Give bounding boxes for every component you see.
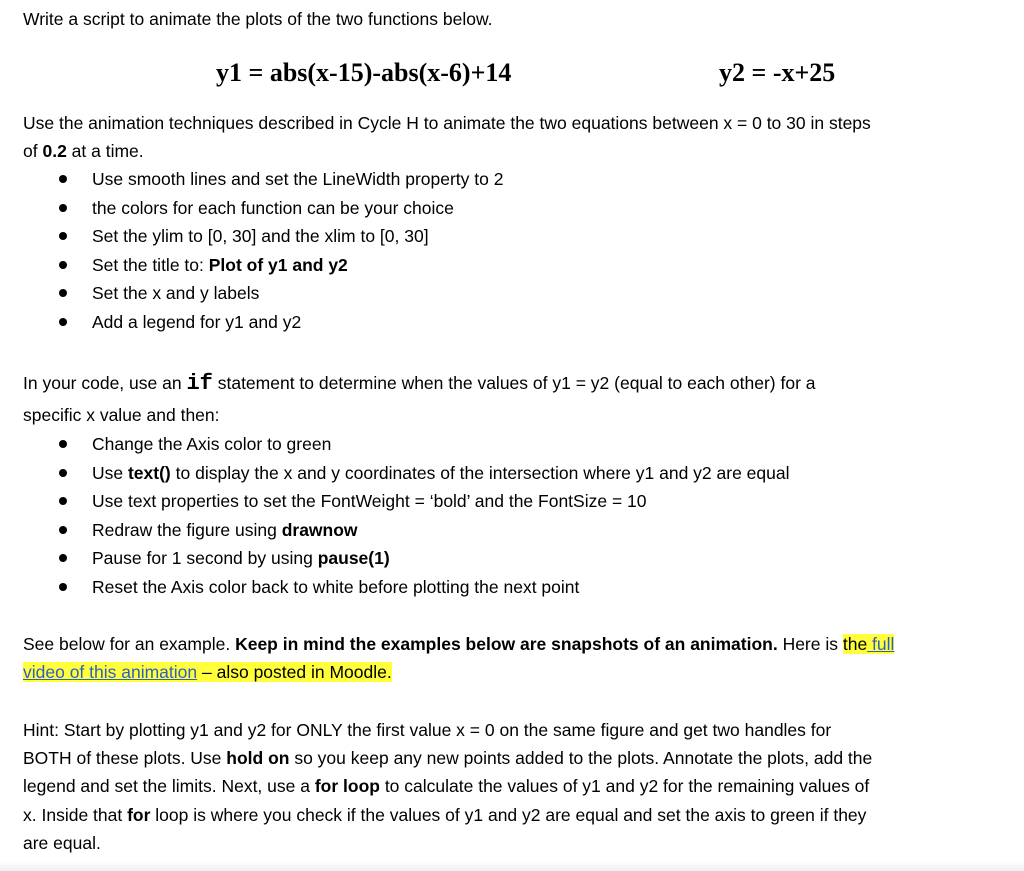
example-paragraph-line2: video of this animation – also posted in Moodle. — [23, 662, 392, 682]
bullet-icon — [59, 526, 67, 534]
if-keyword: if — [186, 371, 213, 396]
bullet-icon — [59, 554, 67, 562]
animation-video-link-part2[interactable]: video of this animation — [23, 662, 198, 682]
intro-text: Write a script to animate the plots of the two functions below. — [23, 9, 493, 29]
animation-video-link-part1[interactable]: full — [867, 634, 895, 654]
if-statement-paragraph-line2: specific x value and then: — [23, 405, 220, 425]
bullet-icon — [59, 583, 67, 591]
bullet-icon — [59, 318, 67, 326]
animation-instructions-line1: Use the animation techniques described in Cycle H to animate the two equations between x = 0 to 30 in steps — [23, 113, 871, 133]
bullet-icon — [59, 289, 67, 297]
bullet-icon — [59, 440, 67, 448]
hint-line5: are equal. — [23, 833, 101, 853]
assignment-page: Write a script to animate the plots of the two functions below. y1 = abs(x-15)-abs(x-6)+14 y2 = -x+25 Use the animation techniques described in Cycle H to animate the two equations between x = 0 to 30 in steps of 0.2 at a time. Use smooth lines and set the LineWidth property to 2 the colors for each function can be your choice Set the ylim to [0, 30] and the xlim to [0, 30] Set the title to: Plot of y1 and y2 Set the x and y labels Add a legend for y1 and y2 In your code, use an if statement to determine when the values of y1 = y2 (equal to each other) for a specific x value and then: Change the Axis color to green Use text() to display the x and y coordinates of the intersection where y1 and y2 are equal Use text properties to set the FontWeight = ‘bold’ and the FontSize = 10 Redraw the figure using drawnow Pause for 1 second by using pause(1) Reset the Axis color back to white before plotting the next point See below for an example. Keep in mind the examples below are snapshots of an animation. Here is the full video of this animation – also posted in Moodle. Hint: Start by plotting y1 and y2 for ONLY the first value x = 0 on the same figure and get two handles for BOTH of these plots. Use hold on so you keep any new points added to the plots. Annotate the plots, add the legend and set the limits. Next, use a for loop to calculate the values of y1 and y2 for the remaining values of x. Inside that for loop is where you check if the values of y1 and y2 are equal and set the axis to green if they are equal. — [0, 0, 1024, 871]
bullet-icon — [59, 204, 67, 212]
bullet-icon — [59, 469, 67, 477]
equation-y1: y1 = abs(x-15)-abs(x-6)+14 — [216, 58, 512, 87]
equation-y2: y2 = -x+25 — [719, 58, 836, 87]
hint-line1: Hint: Start by plotting y1 and y2 for ONLY the first value x = 0 on the same figure and get two handles for — [23, 720, 832, 740]
if-statement-paragraph-line1: In your code, use an if statement to determine when the values of y1 = y2 (equal to each other) for a — [23, 371, 816, 396]
bullet-icon — [59, 261, 67, 269]
page-bottom-edge — [0, 861, 1024, 871]
hint-line4: x. Inside that for loop is where you check if the values of y1 and y2 are equal and set the axis to green if they — [23, 805, 867, 825]
bullet-icon — [59, 497, 67, 505]
example-paragraph-line1: See below for an example. Keep in mind the examples below are snapshots of an animation. Here is the full — [23, 634, 895, 654]
animation-instructions-line2: of 0.2 at a time. — [23, 141, 144, 161]
bullet-icon — [59, 175, 67, 183]
hint-line2: BOTH of these plots. Use hold on so you keep any new points added to the plots. Annotate the plots, add the — [23, 748, 873, 768]
hint-line3: legend and set the limits. Next, use a for loop to calculate the values of y1 and y2 for the remaining values of — [23, 776, 870, 796]
bullet-icon — [59, 232, 67, 240]
